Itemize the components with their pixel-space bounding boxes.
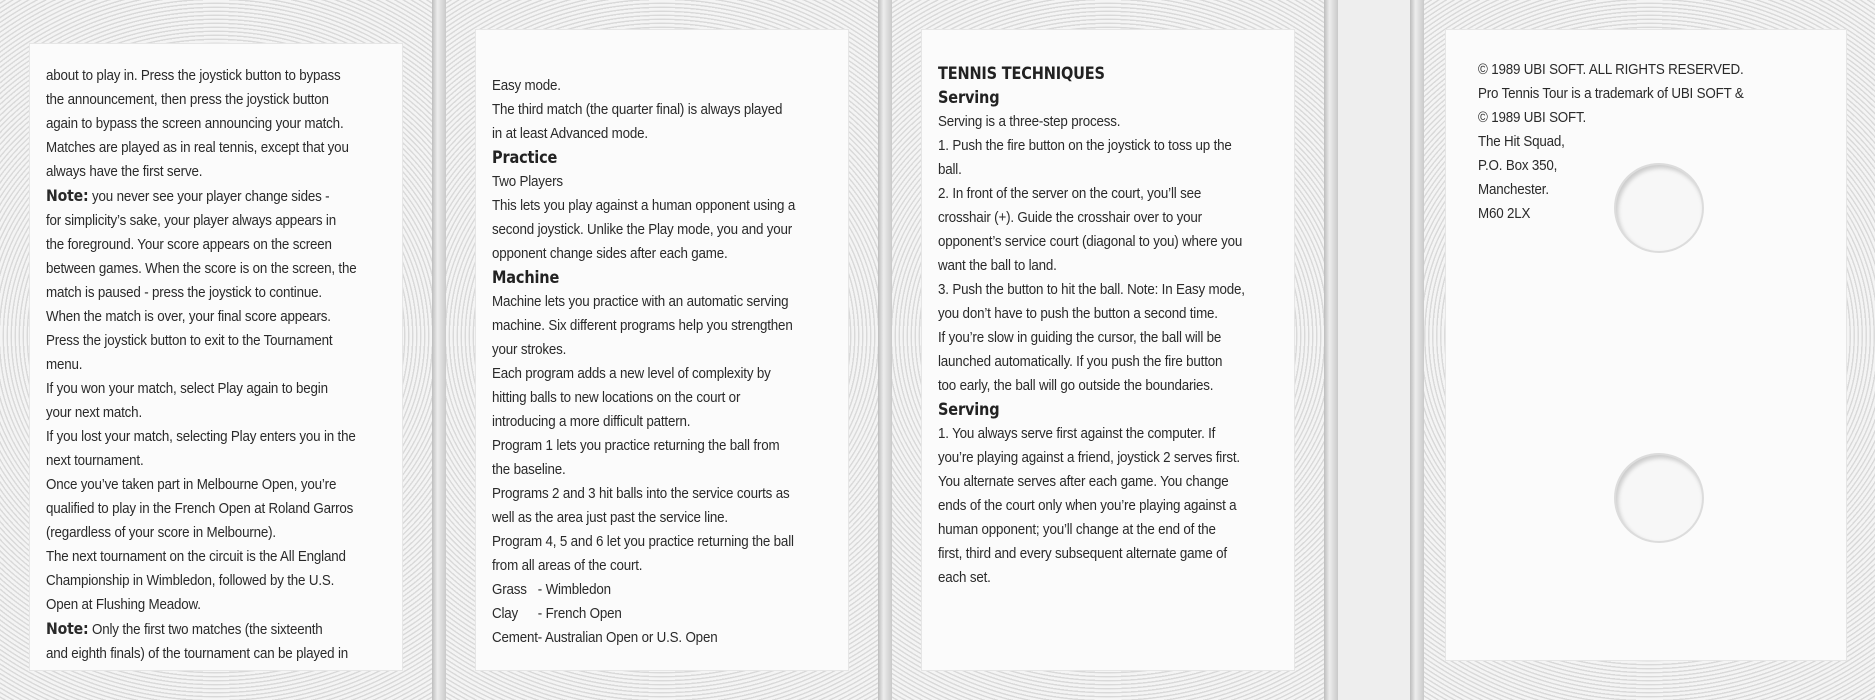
text-line: The third match (the quarter final) is always played [492,101,783,118]
text-line: Program 4, 5 and 6 let you practice returning the ball [492,533,794,550]
text-line: first, third and every subsequent alternate game of [938,545,1227,562]
section-heading-practice: Practice [492,148,558,167]
text-line: Championship in Wimbledon, followed by the U.S. [46,572,335,589]
text-line: If you won your match, select Play again to begin [46,380,328,397]
text-line: qualified to play in the French Open at Roland Garros [46,500,354,517]
text-line: match is paused - press the joystick to continue. [46,284,322,301]
page-2-text [492,74,848,650]
fold-4 [1410,0,1424,700]
note-paragraph [46,617,402,642]
fold-1 [432,0,446,700]
text-line: Only the first two matches (the sixteenth [88,621,323,638]
text-line: Easy mode. [492,77,561,94]
text-line: introducing a more difficult pattern. [492,413,691,430]
text-line: the announcement, then press the joystick button [46,91,329,108]
text-line: between games. When the score is on the screen, the [46,260,357,277]
surface-row [492,626,848,650]
text-line: ball. [938,161,962,178]
surface-row [492,602,848,626]
surface-venue: - Wimbledon [537,581,611,598]
disc-holder-bottom [1616,455,1702,541]
trademark-line: Pro Tennis Tour is a trademark of UBI SOFT & [1478,85,1744,102]
text-line: Once you’ve taken part in Melbourne Open, you’re [46,476,337,493]
text-line: machine. Six different programs help you strengthen [492,317,793,334]
text-line: Matches are played as in real tennis, except that you [46,139,349,156]
panel-3 [892,0,1324,700]
disc-holder-top [1616,165,1702,251]
panel-2 [446,0,878,700]
spine-strip [1338,0,1410,700]
fold-2 [878,0,892,700]
text-line: 1. You always serve first against the computer. If [938,425,1216,442]
text-line: human opponent; you’ll change at the end of the [938,521,1216,538]
text-line: your strokes. [492,341,567,358]
panel-1 [0,0,432,700]
text-line: from all areas of the court. [492,557,643,574]
text-line: 1. Push the fire button on the joystick to toss up the [938,137,1232,154]
text-line: hitting balls to new locations on the court or [492,389,741,406]
text-line: You alternate serves after each game. You change [938,473,1229,490]
text-line: in at least Advanced mode. [492,125,648,142]
text-line: second joystick. Unlike the Play mode, you and your [492,221,793,238]
text-line: 3. Push the button to hit the ball. Note: In Easy mode, [938,281,1245,298]
surface-row [492,578,848,602]
text-line: ends of the court only when you’re playing against a [938,497,1237,514]
text-line: When the match is over, your final score appears. [46,308,331,325]
text-line: (regardless of your score in Melbourne). [46,524,276,541]
text-line: and eighth finals) of the tournament can be played in [46,645,348,662]
text-line: launched automatically. If you push the fire button [938,353,1223,370]
text-line: menu. [46,356,83,373]
section-heading-serving: Serving [938,88,1000,107]
text-line: Two Players [492,173,563,190]
note-label: Note: [46,186,89,205]
surface-name: Clay [492,605,519,622]
text-line: too early, the ball will go outside the boundaries. [938,377,1214,394]
text-line: If you’re slow in guiding the cursor, the ball will be [938,329,1222,346]
text-line: Programs 2 and 3 hit balls into the service courts as [492,485,790,502]
address-line: Manchester. [1478,181,1549,198]
text-line: The next tournament on the circuit is the All England [46,548,346,565]
section-heading-serving-2: Serving [938,400,1000,419]
page-3-text [938,62,1294,590]
text-line: Each program adds a new level of complexity by [492,365,771,382]
note-paragraph [46,184,402,209]
note-label: Note: [46,619,89,638]
text-line: Machine lets you practice with an automatic serving [492,293,789,310]
text-line: want the ball to land. [938,257,1057,274]
text-line: about to play in. Press the joystick button to bypass [46,67,341,84]
page-title: TENNIS TECHNIQUES [938,64,1105,83]
text-line: Program 1 lets you practice returning the ball from [492,437,780,454]
fold-3 [1324,0,1338,700]
text-line: well as the area just past the service line. [492,509,728,526]
surface-venue: - Australian Open or U.S. Open [537,629,718,646]
text-line: 2. In front of the server on the court, you’ll see [938,185,1202,202]
text-line: always have the first serve. [46,163,203,180]
text-line: next tournament. [46,452,144,469]
text-line: crosshair (+). Guide the crosshair over to your [938,209,1202,226]
text-line: each set. [938,569,991,586]
text-line: again to bypass the screen announcing your match. [46,115,344,132]
page-3 [922,30,1294,670]
text-line: the foreground. Your score appears on the screen [46,236,332,253]
text-line: your next match. [46,404,142,421]
address-line: The Hit Squad, [1478,133,1565,150]
text-line: opponent change sides after each game. [492,245,728,262]
text-line: for simplicity’s sake, your player always appears in [46,212,336,229]
surface-venue: - French Open [537,605,622,622]
postcode-line: M60 2LX [1478,205,1531,222]
text-line: Open at Flushing Meadow. [46,596,201,613]
page-1-text [46,64,402,666]
address-line: P.O. Box 350, [1478,157,1558,174]
text-line: Press the joystick button to exit to the Tournament [46,332,333,349]
copyright-line: © 1989 UBI SOFT. ALL RIGHTS RESERVED. [1478,61,1744,78]
text-line: you’re playing against a friend, joystick 2 serves first. [938,449,1240,466]
text-line: This lets you play against a human opponent using a [492,197,796,214]
copyright-line: © 1989 UBI SOFT. [1478,109,1587,126]
page-4 [1446,30,1846,660]
page-1 [30,44,402,670]
page-2 [476,30,848,670]
text-line: Serving is a three-step process. [938,113,1121,130]
panel-4 [1424,0,1875,700]
text-line: If you lost your match, selecting Play enters you in the [46,428,356,445]
section-heading-machine: Machine [492,268,560,287]
text-line: opponent’s service court (diagonal to you) where you [938,233,1243,250]
text-line: you don’t have to push the button a second time. [938,305,1218,322]
surface-name: Cement [492,629,538,646]
text-line: the baseline. [492,461,566,478]
text-line: you never see your player change sides - [88,188,330,205]
surface-name: Grass [492,581,527,598]
